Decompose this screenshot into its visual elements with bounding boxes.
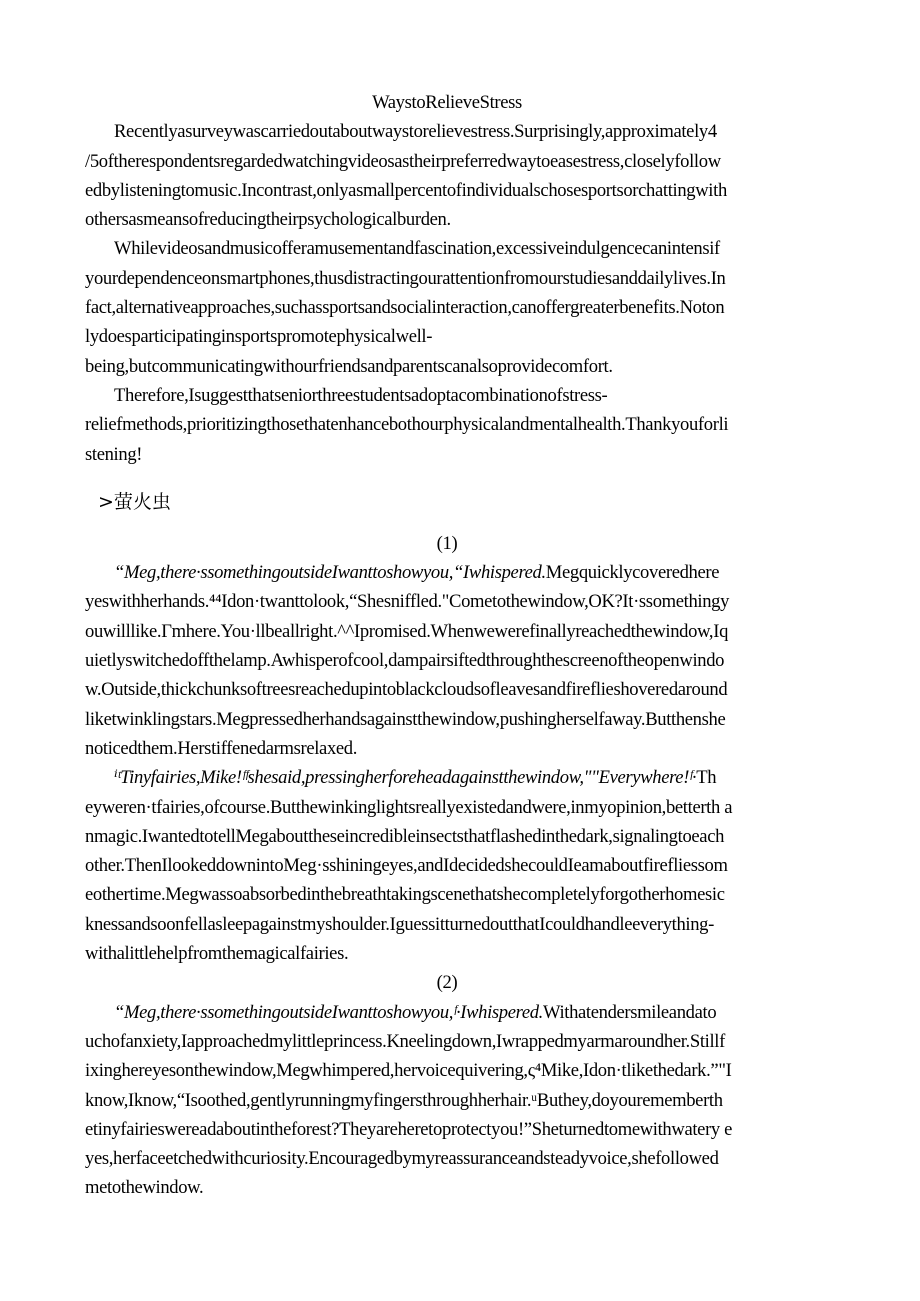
essay-line: stening!: [85, 443, 143, 465]
narrative-text: liketwinklingstars.Megpressedherhandsagainstthewindow,pushingherselfaway.Butthenshe: [85, 708, 726, 730]
story-line: [85, 705, 858, 734]
narrative-text: eyweren·tfairies,ofcourse.Butthewinkinglightsreallyexistedandwere,inmyopinion,betterth a: [85, 796, 733, 818]
part2-label: (2): [436, 972, 458, 994]
narrative-text: nmagic.IwantedtotellMegabouttheseincredibleinsectsthatflashedinthedark,signalingtoeach: [85, 825, 725, 847]
narrative-text: Megquicklycoveredhere: [545, 562, 720, 584]
story-line: [85, 734, 858, 763]
essay-title: WaystoRelieveStress: [372, 92, 522, 113]
story-line: [85, 1144, 858, 1173]
section-heading: >萤火虫: [98, 490, 171, 513]
story-line: [85, 851, 858, 880]
essay-line: reliefmethods,prioritizingthosethatenhancebothourphysicalandmentalhealth.Thankyouforli: [85, 414, 729, 436]
narrative-text: ixinghereyesonthewindow,Megwhimpered,hervoicequivering,ς⁴Mike,Idon·tlikethedark.”"I: [85, 1060, 732, 1082]
story-line: [85, 1027, 858, 1056]
document-page: [85, 88, 858, 1203]
part1-label: (1): [436, 532, 458, 554]
narrative-text: uietlyswitchedoffthelamp.Awhisperofcool,dampairsiftedthroughthescreenoftheopenwindo: [85, 650, 725, 672]
story-line: [85, 1056, 858, 1085]
narrative-text: knessandsoonfellasleepagainstmyshoulder.IguessitturnedoutthatIcouldhandleeverything-: [85, 913, 714, 935]
essay-line: edbylisteningtomusic.Incontrast,onlyasmallpercentofindividualschosesportsorchattingwith: [85, 179, 727, 201]
narrative-text: yeswithherhands.⁴⁴Idon·twanttolook,“Shesniffled."Cometothewindow,OK?It·ssomethingy: [85, 591, 730, 613]
narrative-text: Withatendersmileandato: [542, 1001, 717, 1023]
narrative-text: w.Outside,thickchunksoftreesreachedupintoblackcloudsofleavesandfireflieshoveredaround: [85, 679, 728, 701]
story-line: [85, 939, 858, 968]
dialog-text: “Meg,there·ssomethingoutsideIwanttoshowyou,“Iwhispered.: [114, 562, 546, 584]
narrative-text: other.ThenIlookeddownintoMeg·sshiningeyes,andIdecidedshecouldIeamaboutfirefliessom: [85, 855, 728, 877]
story-line: [85, 1173, 858, 1202]
story-line: [85, 793, 858, 822]
dialog-text: “Meg,there·ssomethingoutsideIwanttoshowyou,ᶠ·Iwhispered.: [114, 1001, 543, 1023]
narrative-text: Th: [696, 767, 717, 789]
story-line: [85, 587, 858, 616]
story-line: [85, 822, 858, 851]
story-line: [85, 1115, 858, 1144]
narrative-text: noticedthem.Herstiffenedarmsrelaxed.: [85, 737, 358, 759]
essay-line: being,butcommunicatingwithourfriendsandparentscanalsoprovidecomfort.: [85, 355, 613, 377]
story-line: [114, 558, 858, 587]
essay-line: Therefore,Isuggestthatseniorthreestudentsadoptacombinationofstress-: [114, 384, 608, 406]
essay-line: yourdependenceonsmartphones,thusdistractingourattentionfromourstudiesanddailylives.In: [85, 267, 726, 289]
dialog-text: ⁱᵗTinyfairies,Mike!ᶠᶠshesaid,pressingherforeheadagainstthewindow,""Everywhere!ᶠ·: [114, 767, 697, 789]
narrative-text: eothertime.Megwassoabsorbedinthebreathtakingscenethatshecompletelyforgotherhomesic: [85, 884, 725, 906]
story-line: [85, 880, 858, 909]
narrative-text: know,Iknow,“Isoothed,gentlyrunningmyfingersthroughherhair.ᵘButhey,doyourememberth: [85, 1089, 723, 1111]
narrative-text: yes,herfaceetchedwithcuriosity.Encouragedbymyreassuranceandsteadyvoice,shefollowed: [85, 1148, 719, 1170]
narrative-text: etinyfairieswereadaboutintheforest?Theyareheretoprotectyou!”Sheturnedtomewithwatery e: [85, 1118, 733, 1140]
essay-line: Whilevideosandmusicofferamusementandfascination,excessiveindulgencecanintensif: [114, 238, 720, 260]
story-line: [114, 763, 858, 792]
story-line: [114, 998, 858, 1027]
essay-line: /5oftherespondentsregardedwatchingvideosastheirpreferredwaytoeasestress,closelyfollow: [85, 150, 721, 172]
narrative-text: ouwilllike.Γmhere.You·llbeallright.^^Ipromised.Whenwewerefinallyreachedthewindow,Iq: [85, 620, 729, 642]
essay-line: lydoesparticipatinginsportspromotephysicalwell-: [85, 326, 433, 348]
story-line: [85, 646, 858, 675]
story-line: [85, 675, 858, 704]
essay-line: othersasmeansofreducingtheirpsychologicalburden.: [85, 209, 451, 231]
essay-line: Recentlyasurveywascarriedoutaboutwaystorelievestress.Surprisingly,approximately4: [114, 121, 717, 143]
essay-line: fact,alternativeapproaches,suchassportsandsocialinteraction,canoffergreaterbenefits.Noton: [85, 297, 725, 319]
story-line: [85, 617, 858, 646]
narrative-text: withalittlehelpfromthemagicalfairies.: [85, 943, 349, 965]
part1-body: [85, 558, 858, 968]
narrative-text: uchofanxiety,Iapproachedmylittleprincess.Kneelingdown,Iwrappedmyarmaroundher.Stillf: [85, 1030, 725, 1052]
narrative-text: metothewindow.: [85, 1177, 204, 1199]
story-line: [85, 910, 858, 939]
story-line: [85, 1086, 858, 1115]
part2-body: [85, 998, 858, 1203]
